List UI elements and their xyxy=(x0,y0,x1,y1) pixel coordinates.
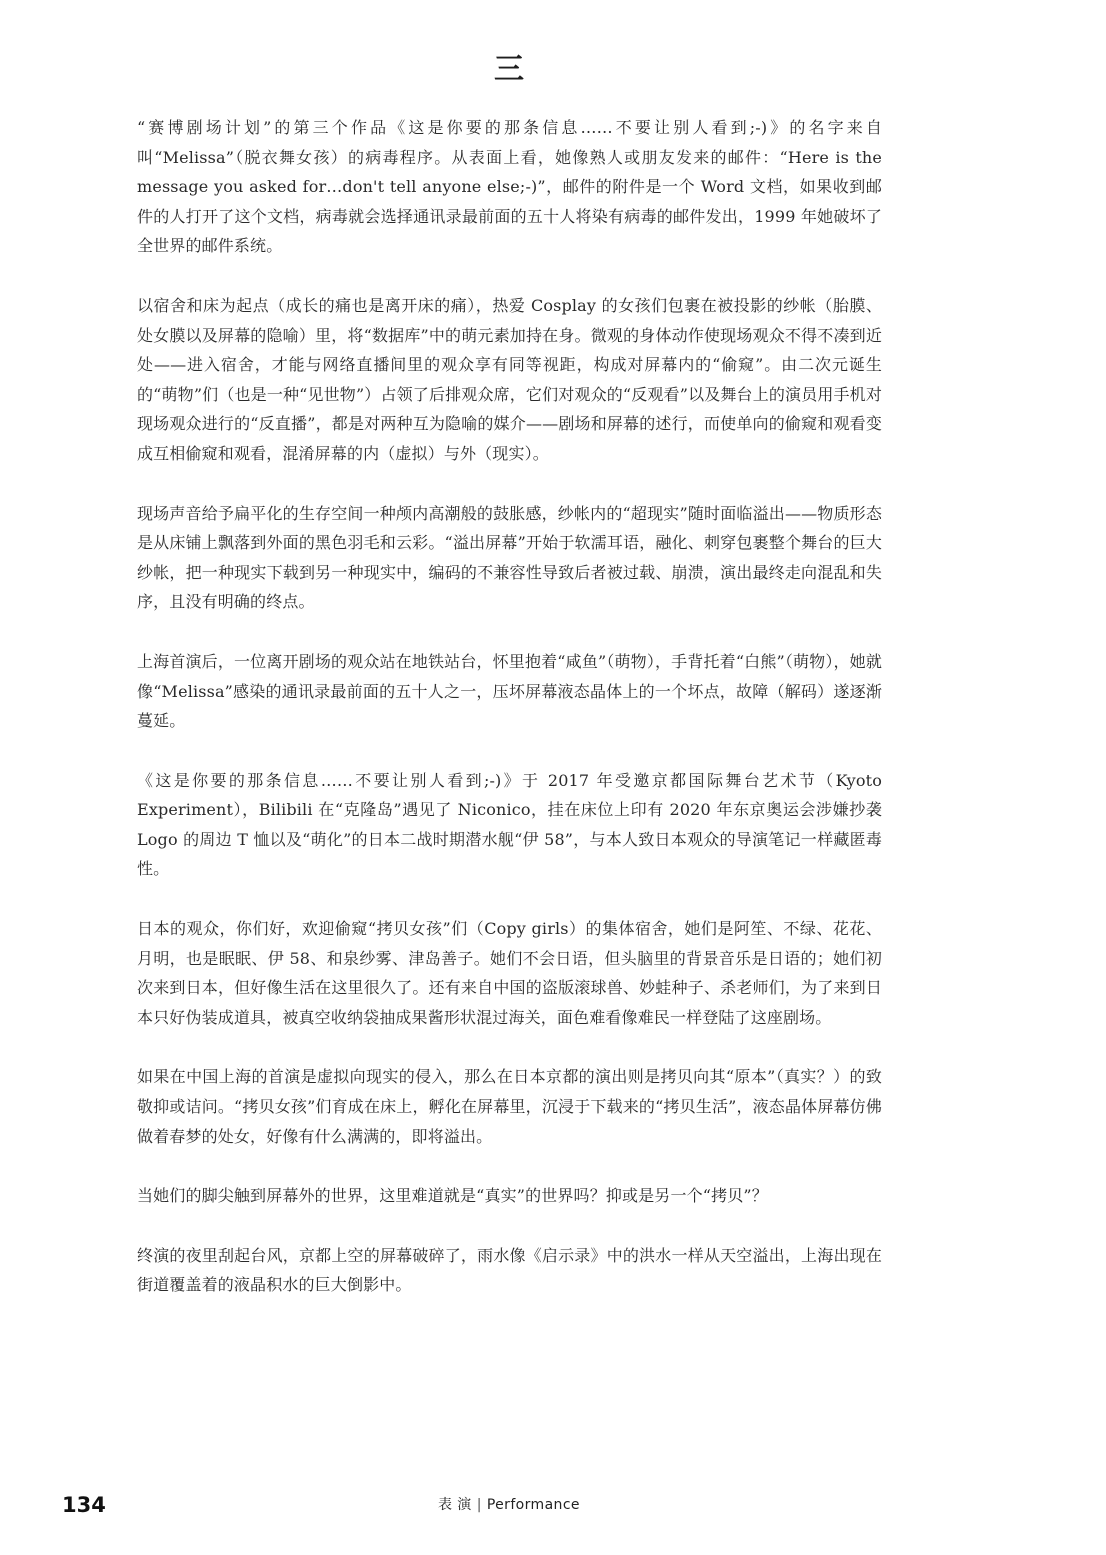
page-number: 134 xyxy=(62,1493,106,1517)
paragraph-kyoto-experiment: 《这是你要的那条信息……不要让别人看到;-)》于 2017 年受邀京都国际舞台艺术节（Kyoto Experiment），Bilibili 在“克隆岛”遇见了 Niconico，挂在床位上印有 2020 年东京奥运会涉嫌抄袭 Logo 的周边 T 恤以及“萌化”的日本二战时期潜水舰“伊 58”，与本人致日本观众的导演笔记一样藏匿毒性。 xyxy=(137,770,882,879)
paragraph-virtual-invasion: 如果在中国上海的首演是虚拟向现实的侵入，那么在日本京都的演出则是拷贝向其“原本”（真实？）的致敬抑或诘问。“拷贝女孩”们育成在床上，孵化在屏幕里，沉浸于下载来的“拷贝生活”，液态晶体屏幕仿佛做着春梦的处女，好像有什么满满的，即将溢出。 xyxy=(137,1067,882,1146)
section-title-chinese: 表 演 xyxy=(438,1497,472,1513)
paragraph-sound-overflow: 现场声音给予扁平化的生存空间一种颅内高潮般的鼓胀感，纱帐内的“超现实”随时面临溢出——物质形态是从床铺上飘落到外面的黑色羽毛和云彩。“溢出屏幕”开始于软濡耳语，融化、刺穿包裹整个舞台的巨大纱帐，把一种现实下载到另一种现实中，编码的不兼容性导致后者被过载、崩溃，演出最终走向混乱和失序，且没有明确的终点。 xyxy=(137,503,882,612)
footer-divider: | xyxy=(476,1497,482,1513)
paragraph-real-world-question: 当她们的脚尖触到屏幕外的世界，这里难道就是“真实”的世界吗？抑或是另一个“拷贝”？ xyxy=(137,1186,768,1206)
running-footer xyxy=(0,1494,1018,1516)
section-numeral: 三 xyxy=(494,52,524,87)
paragraph-typhoon-ending: 终演的夜里刮起台风，京都上空的屏幕破碎了，雨水像《启示录》中的洪水一样从天空溢出，上海出现在街道覆盖着的液晶积水的巨大倒影中。 xyxy=(137,1245,882,1295)
article-body xyxy=(137,113,882,1330)
paragraph-shanghai-premiere: 上海首演后，一位离开剧场的观众站在地铁站台，怀里抱着“咸鱼”（萌物），手背托着“白熊”（萌物），她就像“Melissa”感染的通讯录最前面的五十人之一，压坏屏幕液态晶体上的一个坏点，故障（解码）遂逐渐蔓延。 xyxy=(137,651,882,731)
section-title-english: Performance xyxy=(486,1497,580,1513)
paragraph-dormitory-cosplay: 以宿舍和床为起点（成长的痛也是离开床的痛），热爱 Cosplay 的女孩们包裹在被投影的纱帐（胎膜、处女膜以及屏幕的隐喻）里，将“数据库”中的萌元素加持在身。微观的身体动作使现场观众不得不凑到近处——进入宿舍，才能与网络直播间里的观众享有同等视距，构成对屏幕内的“偷窥”。由二次元诞生的“萌物”们（也是一种“见世物”）占领了后排观众席，它们对观众的“反观看”以及舞台上的演员用手机对现场观众进行的“反直播”，都是对两种互为隐喻的媒介——剧场和屏幕的述行，而使单向的偷窥和观看变成互相偷窥和观看，混淆屏幕的内（虚拟）与外（现实）。 xyxy=(137,295,882,463)
page-footer xyxy=(0,1490,1106,1522)
paragraph-melissa-origin: “赛博剧场计划”的第三个作品《这是你要的那条信息……不要让别人看到;-)》的名字来自叫“Melissa”（脱衣舞女孩）的病毒程序。从表面上看，她像熟人或朋友发来的邮件：“Here is the message you asked for…don't tell anyone else;-)”，邮件的附件是一个 Word 文档，如果收到邮件的人打开了这个文档，病毒就会选择通讯录最前面的五十人将染有病毒的邮件发出，1999 年她破坏了全世界的邮件系统。 xyxy=(137,118,882,256)
paragraph-copy-girls: 日本的观众，你们好，欢迎偷窥“拷贝女孩”们（Copy girls）的集体宿舍，她们是阿笙、不绿、花花、月明，也是眠眠、伊 58、和泉纱雾、津岛善子。她们不会日语，但头脑里的背景音乐是日语的；她们初次来到日本，但好像生活在这里很久了。还有来自中国的盗版滚球兽、妙蛙种子、杀老师们，为了来到日本只好伪装成道具，被真空收纳袋抽成果酱形状混过海关，面色难看像难民一样登陆了这座剧场。 xyxy=(137,919,882,1027)
